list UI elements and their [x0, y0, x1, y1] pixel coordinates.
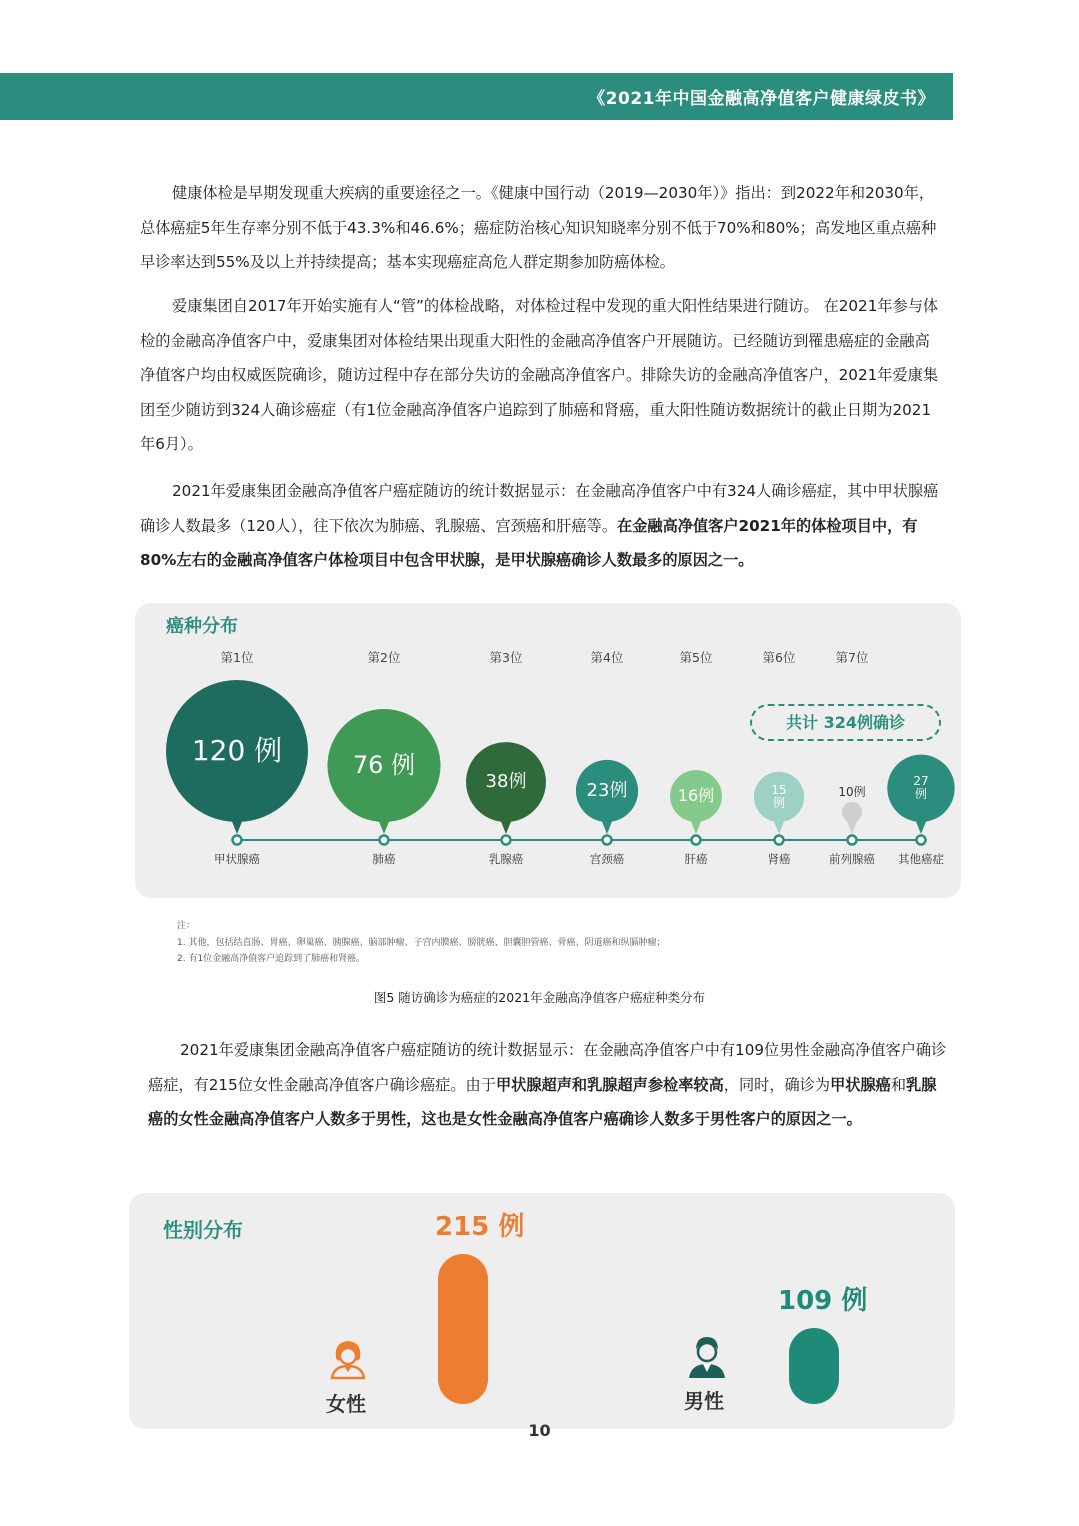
timeline-dot	[775, 836, 784, 845]
cancer-category-label: 其他癌症	[898, 852, 944, 866]
bubble-value-label: 15 例	[771, 782, 787, 810]
cancer-category-label: 乳腺癌	[488, 852, 524, 866]
bubble-value-label: 10例	[838, 785, 866, 799]
rank-label: 第4位	[590, 650, 624, 665]
report-title: 《2021年中国金融高净值客户健康绿皮书》	[588, 89, 935, 109]
paragraph-4-bold-f: 乳腺癌的女性金融高净值客户人数多于男性，这也是女性金融高净值客户癌确诊人数多于男性客户的原因之一。	[148, 1075, 937, 1128]
timeline-dot	[502, 836, 511, 845]
bubble-value-label: 120 例	[191, 733, 283, 767]
paragraph-3-bold: 在金融高净值客户2021年的体检项目中，有80%左右的金融高净值客户体检项目中包含甲状腺，是甲状腺癌确诊人数最多的原因之一。	[140, 516, 918, 569]
timeline-dot	[380, 836, 389, 845]
paragraph-4-bold-b: 甲状腺超声和乳腺超声参检率较高	[495, 1075, 724, 1094]
bubble-value-label: 38例	[485, 771, 527, 793]
paragraph-1-text: 健康体检是早期发现重大疾病的重要途径之一。《健康中国行动（2019—2030年）》指出：到2022年和2030年，总体癌症5年生存率分别不低于43.3%和46.6%；癌症防治核心知识知晓率分别不低于70%和80%；高发地区重点癌种早诊率达到55%及以上并持续提高；基本实现癌症高危人群定期参加防癌体检。	[140, 184, 937, 271]
cancer-chart-title: 癌种分布	[166, 616, 238, 637]
rank-label: 第7位	[835, 650, 869, 665]
male-value-label: 109 例	[778, 1285, 868, 1316]
note-1: 1. 其他，包括结直肠、胃癌、卵巢癌、胰腺癌、脑部肿瘤、子宫内膜癌、膀胱癌、胆囊胆管癌、骨癌、阴道癌和纵膈肿瘤；	[177, 938, 666, 948]
bubble-value-label: 16例	[677, 786, 715, 806]
cancer-category-label: 肾癌	[767, 852, 791, 866]
female-value-label: 215 例	[435, 1212, 525, 1242]
rank-label: 第1位	[220, 650, 254, 665]
cancer-category-label: 甲状腺癌	[214, 852, 260, 866]
bubble-value-label: 23例	[586, 780, 628, 802]
male-person-icon	[686, 1334, 728, 1380]
rank-label: 第6位	[762, 650, 796, 665]
female-bar	[438, 1254, 488, 1404]
timeline-dot	[848, 836, 857, 845]
timeline-dot	[603, 836, 612, 845]
cancer-category-label: 前列腺癌	[829, 852, 875, 866]
cancer-category-label: 宫颈癌	[589, 852, 625, 866]
rank-label: 第3位	[489, 650, 523, 665]
rank-label: 第5位	[679, 650, 713, 665]
paragraph-4	[148, 1033, 948, 1137]
rank-label: 第2位	[367, 650, 401, 665]
paragraph-4-text-e: 和	[890, 1075, 906, 1094]
total-badge: 共计 324例确诊	[750, 704, 941, 741]
bubble-7	[842, 802, 862, 822]
figure-caption: 图5 随访确诊为癌症的2021年金融高净值客户癌症种类分布	[373, 990, 706, 1005]
paragraph-4-text-a: 2021年爱康集团金融高净值客户癌症随访的统计数据显示：在金融高净值客户中有109位男性金融高净值客户确诊癌症，有215位女性金融高净值客户确诊癌症。由于	[148, 1041, 947, 1094]
male-bar	[789, 1328, 839, 1404]
page-number: 10	[528, 1421, 551, 1440]
bubble-value-label: 76 例	[352, 751, 416, 780]
paragraph-4-bold-d: 甲状腺癌	[830, 1075, 891, 1094]
note-2: 2. 有1位金融高净值客户追踪到了肺癌和肾癌。	[177, 954, 366, 964]
timeline-dot	[692, 836, 701, 845]
timeline-dot	[233, 836, 242, 845]
cancer-category-label: 肝癌	[684, 852, 708, 866]
female-person-icon	[328, 1338, 368, 1382]
gender-chart-title: 性别分布	[163, 1218, 243, 1242]
cancer-category-label: 肺癌	[372, 852, 396, 866]
paragraph-4-text-c: ，同时，确诊为	[723, 1075, 831, 1094]
male-label: 男性	[684, 1389, 724, 1413]
paragraph-2-text: 爱康集团自2017年开始实施有人“管”的体检战略，对体检过程中发现的重大阳性结果进行随访。 在2021年参与体检的金融高净值客户中，爱康集团对体检结果出现重大阳性的金融高净值客户开展随访。已经随访到罹患癌症的金融高净值客户均由权威医院确诊，随访过程中存在部分失访的金融高净值客户。排除失访的金融高净值客户，2021年爱康集团至少随访到324人确诊癌症（有1位金融高净值客户追踪到了肺癌和肾癌，重大阳性随访数据统计的截止日期为2021年6月）。	[140, 297, 939, 453]
paragraph-3-text: 2021年爱康集团金融高净值客户癌症随访的统计数据显示：在金融高净值客户中有324人确诊癌症，其中甲状腺癌确诊人数最多（120人），往下依次为肺癌、乳腺癌、宫颈癌和肝癌等。	[140, 482, 939, 535]
female-label: 女性	[326, 1392, 366, 1416]
note-head: 注：	[177, 921, 196, 931]
timeline-dot	[917, 836, 926, 845]
bubble-value-label: 27 例	[913, 774, 929, 802]
